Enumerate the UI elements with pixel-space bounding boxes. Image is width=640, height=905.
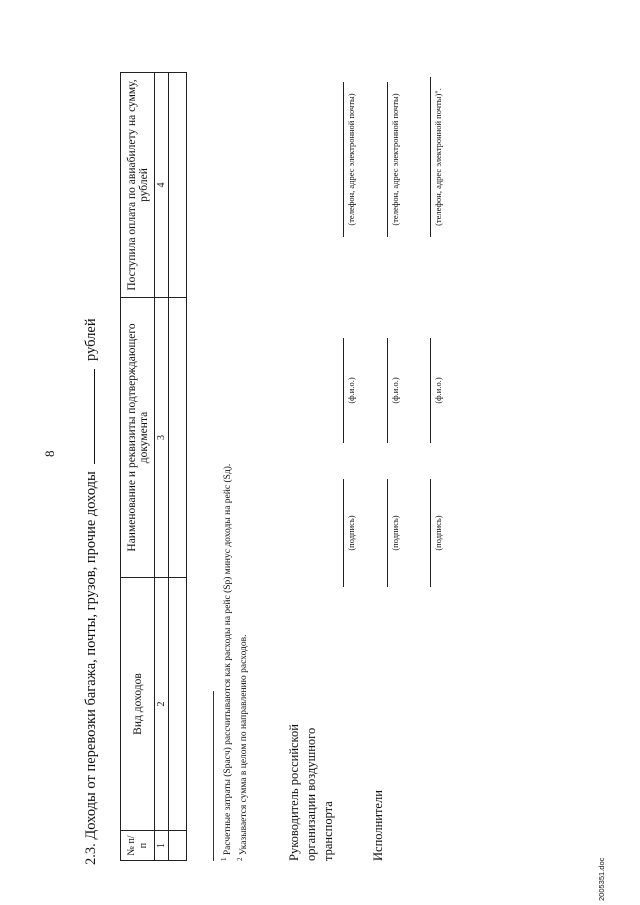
- footnote-mark: 2: [236, 857, 244, 861]
- section-heading-text: 2.3. Доходы от перевозки багажа, почты, грузов, прочие доходы: [83, 471, 99, 865]
- table-header-row: [121, 73, 155, 861]
- col-number-3: 3: [155, 298, 169, 578]
- table-number-row: [155, 73, 169, 861]
- contact-caption-final: (телефон, адрес электронной почты)".: [433, 88, 443, 226]
- contact-line: [343, 82, 344, 237]
- footnote-text: Указывается сумма в целом по направлению расходов.: [239, 634, 250, 856]
- table-cell: [169, 578, 187, 831]
- name-caption: (ф.и.о.): [433, 377, 443, 404]
- col-header-document: Наименование и реквизиты подтверждающего документа: [121, 298, 155, 578]
- footnote-1: [220, 464, 233, 861]
- name-line: [387, 338, 388, 443]
- head-title: Руководитель российской организации воздушного транспорта: [287, 724, 335, 861]
- signature-line: [387, 479, 388, 587]
- contact-line: [387, 82, 388, 237]
- signature-caption: (подпись): [390, 515, 400, 551]
- contact-line: [430, 77, 431, 237]
- executors-title: Исполнители: [371, 790, 385, 861]
- footnote-2: [236, 635, 249, 862]
- col-header-income-type: Вид доходов: [121, 578, 155, 831]
- footnote-mark: 1: [220, 857, 228, 861]
- name-caption: (ф.и.о.): [346, 377, 356, 404]
- contact-caption: (телефон, адрес электронной почты): [390, 93, 400, 226]
- footnote-text: Расчетные затраты (Spacч) рассчитываются как расходы на рейс (Sp) минус доходы на рейс (Sд).: [223, 463, 234, 856]
- footnote-separator: [213, 691, 214, 861]
- table-row: [169, 73, 187, 861]
- name-line: [343, 338, 344, 443]
- contact-caption: (телефон, адрес электронной почты): [346, 93, 356, 226]
- signature-caption: (подпись): [346, 515, 356, 551]
- signature-caption: (подпись): [433, 515, 443, 551]
- signature-line: [430, 479, 431, 587]
- col-number-4: 4: [155, 73, 169, 298]
- page-number: 8: [42, 450, 57, 457]
- unit-label: рублей: [83, 318, 99, 361]
- signature-line: [343, 479, 344, 587]
- col-header-number: № п/п: [121, 831, 155, 861]
- table-cell: [169, 298, 187, 578]
- section-heading: [80, 318, 100, 865]
- col-header-payment: Поступила оплата по авиабилету на сумму, рублей: [121, 73, 155, 298]
- amount-blank-line: [80, 369, 95, 464]
- file-name: 2005351.doc: [597, 857, 606, 901]
- name-line: [430, 338, 431, 443]
- table-cell: [169, 831, 187, 861]
- table-cell: [169, 73, 187, 298]
- name-caption: (ф.и.о.): [390, 377, 400, 404]
- income-table: [120, 72, 187, 861]
- col-number-1: 1: [155, 831, 169, 861]
- col-number-2: 2: [155, 578, 169, 831]
